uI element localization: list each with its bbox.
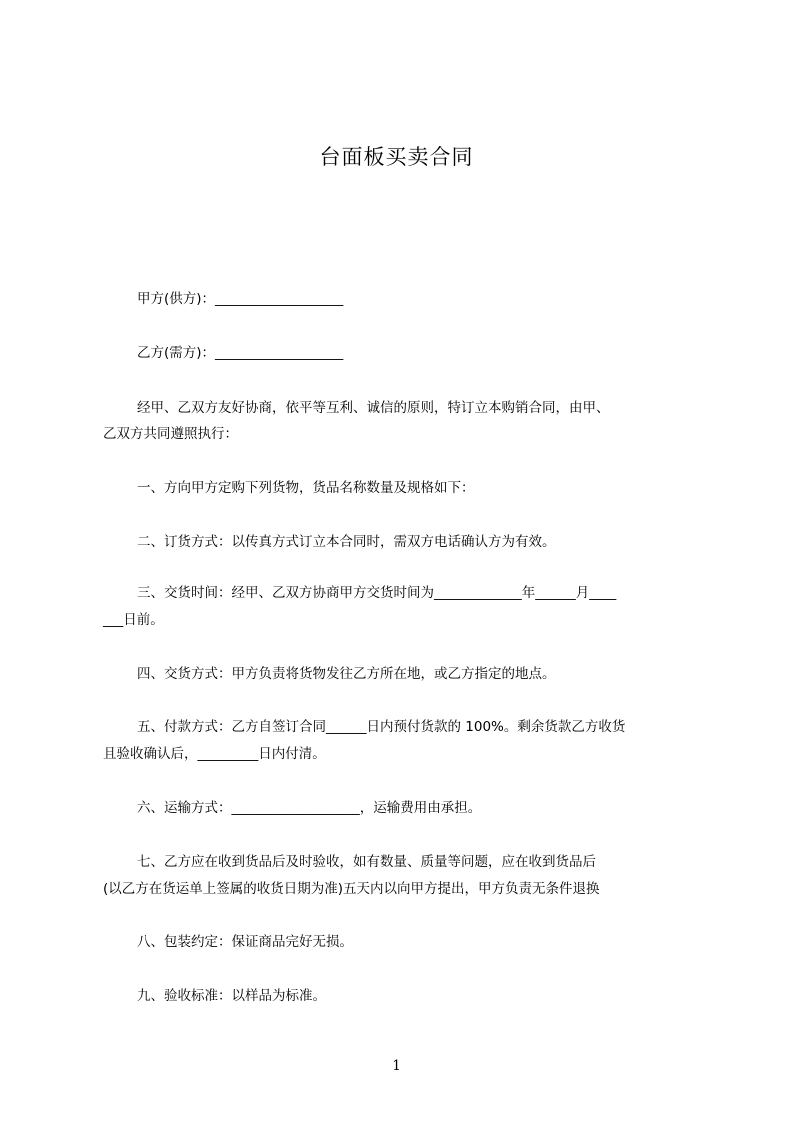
intro-line-2: 乙双方共同遵照执行： bbox=[103, 426, 238, 442]
party-a-line: 甲方(供方)：___________________ bbox=[137, 291, 344, 307]
clause-8: 八、包装约定：保证商品完好无损。 bbox=[137, 934, 353, 950]
clause-5-line-2: 且验收确认后，_________日内付清。 bbox=[103, 746, 326, 762]
clause-3-line-1: 三、交货时间：经甲、乙双方协商甲方交货时间为_____________年______月____ bbox=[137, 585, 617, 601]
party-b-line: 乙方(需方)：___________________ bbox=[137, 345, 344, 361]
clause-6: 六、运输方式：___________________，运输费用由承担。 bbox=[137, 800, 482, 816]
clause-5-line-1: 五、付款方式：乙方自签订合同______日内预付货款的 100%。剩余货款乙方收货 bbox=[137, 719, 626, 735]
page-number: 1 bbox=[392, 1058, 401, 1074]
clause-9: 九、验收标准：以样品为标准。 bbox=[137, 988, 326, 1004]
intro-line-1: 经甲、乙双方友好协商，依平等互利、诚信的原则，特订立本购销合同，由甲、 bbox=[137, 400, 610, 416]
clause-2: 二、订货方式：以传真方式订立本合同时，需双方电话确认方为有效。 bbox=[137, 534, 556, 550]
clause-4: 四、交货方式：甲方负责将货物发往乙方所在地，或乙方指定的地点。 bbox=[137, 666, 556, 682]
clause-3-line-2: ___日前。 bbox=[103, 612, 164, 628]
clause-1: 一、方向甲方定购下列货物，货品名称数量及规格如下： bbox=[137, 480, 475, 496]
clause-7-line-2: (以乙方在货运单上签属的收货日期为准)五天内以向甲方提出，甲方负责无条件退换 bbox=[103, 881, 600, 897]
clause-7-line-1: 七、乙方应在收到货品后及时验收，如有数量、质量等问题，应在收到货品后 bbox=[137, 854, 596, 870]
document-title: 台面板买卖合同 bbox=[319, 145, 474, 169]
